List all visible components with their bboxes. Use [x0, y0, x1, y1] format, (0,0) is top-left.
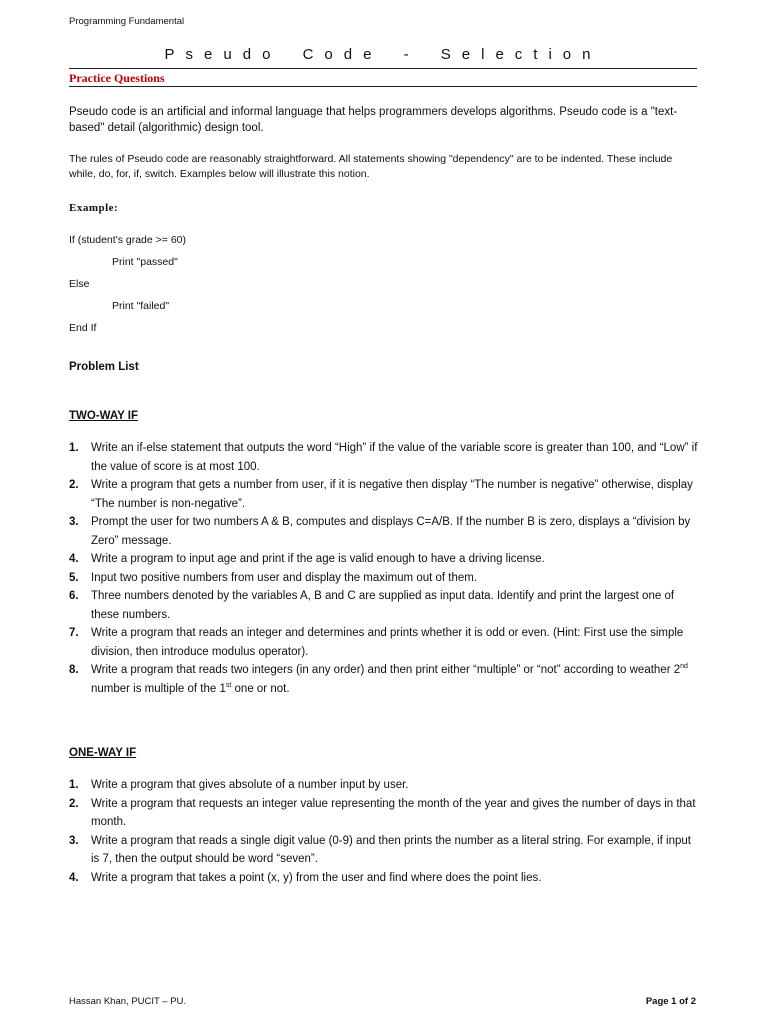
list-item: 8. Write a program that reads two integers (in any order) and then print either “multiple” or “not” according to weather 2nd number is multiple of the 1st one or not. — [69, 663, 688, 695]
section-label: Practice Questions — [69, 71, 165, 85]
problem-list-title: Problem List — [69, 361, 139, 373]
list-item: 7. Write a program that reads an integer and determines and prints whether it is odd or even. (Hint: First use the simple division, then introduce modulus operator). — [69, 627, 684, 658]
list-item: 2. Write a program that requests an integer value representing the month of the year and gives the number of days in that month. — [69, 797, 696, 828]
code-line-else: Else — [69, 278, 90, 290]
two-way-list — [69, 439, 699, 698]
list-item: 3. Write a program that reads a single digit value (0-9) and then prints the number as a literal string. For example, if input is 7, then the output should be word “seven”. — [69, 834, 691, 865]
code-line-if: If (student's grade >= 60) — [69, 234, 186, 246]
list-item: 4. Write a program to input age and print if the age is valid enough to have a driving license. — [69, 553, 545, 565]
list-item: 5. Input two positive numbers from user and display the maximum out of them. — [69, 571, 478, 584]
one-way-heading: ONE-WAY IF — [69, 747, 137, 759]
example-label: Example: — [69, 202, 119, 214]
code-line-print-passed: Print "passed" — [112, 256, 178, 268]
list-item: 3. Prompt the user for two numbers A & B, computes and displays C=A/B. If the number B is zero, displays a “division by Zero” message. — [69, 516, 691, 547]
title-rule-bottom — [69, 86, 697, 87]
footer-author: Hassan Khan, PUCIT – PU. — [69, 996, 187, 1007]
intro-paragraph-2: The rules of Pseudo code are reasonably straightforward. All statements showing "dependency" are to be indented. These include while, do, for, if, switch. Examples below will illustrate this notion. — [69, 153, 673, 180]
page-title: Pseudo Code - Selection — [164, 46, 602, 63]
intro-paragraph-1: Pseudo code is an artificial and informal language that helps programmers develops algorithms. Pseudo code is a "text-based" detail (algorithmic) design tool. — [69, 106, 678, 134]
course-name: Programming Fundamental — [69, 16, 185, 27]
footer-page-number: Page 1 of 2 — [645, 996, 696, 1007]
code-line-end-if: End If — [69, 322, 97, 334]
list-item: 4. Write a program that takes a point (x, y) from the user and find where does the point lies. — [69, 871, 542, 884]
list-item: 1. Write an if-else statement that outputs the word “High” if the value of the variable score is greater than 100, and “Low” if the value of score is at most 100. — [69, 442, 698, 473]
title-rule-top — [69, 68, 697, 69]
list-item: 1. Write a program that gives absolute of a number input by user. — [69, 779, 409, 791]
code-line-print-failed: Print "failed" — [112, 300, 170, 312]
two-way-heading: TWO-WAY IF — [69, 410, 138, 422]
one-way-list — [69, 776, 699, 887]
list-item: 6. Three numbers denoted by the variables A, B and C are supplied as input data. Identify and print the largest one of these numbers. — [69, 590, 675, 621]
list-item: 2. Write a program that gets a number from user, if it is negative then display “The number is negative” otherwise, display “The number is non-negative”. — [69, 479, 693, 510]
